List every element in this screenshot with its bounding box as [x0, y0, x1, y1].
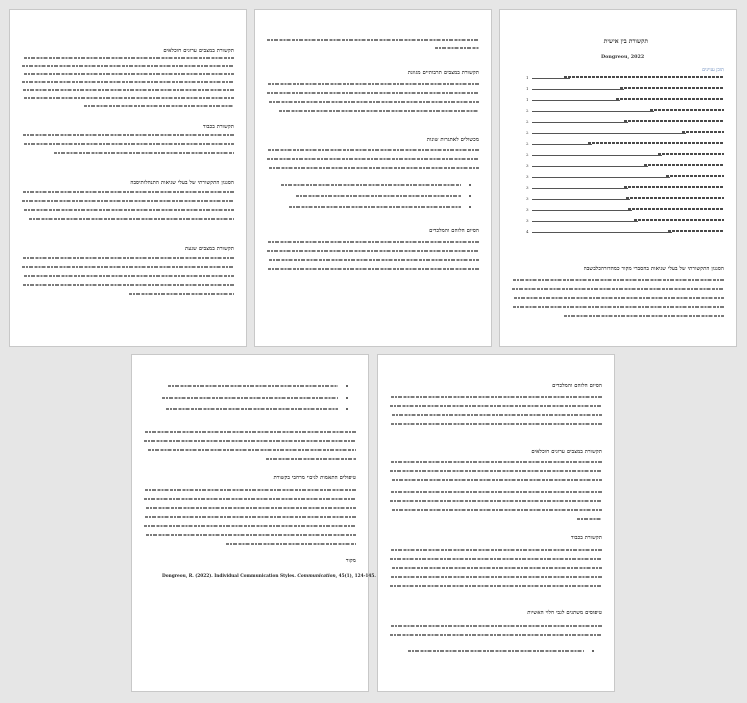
text-line — [267, 158, 479, 160]
text-line — [144, 498, 356, 500]
bullet-icon — [469, 184, 471, 186]
text-line — [513, 279, 724, 281]
toc-entry[interactable]: 4 — [526, 230, 724, 234]
text-line — [22, 200, 234, 202]
text-line — [24, 97, 234, 99]
section-heading: הסגנון התקשורתי של בעלי שגיאות בהסברי מקור כמהדורהכלבשבה — [583, 266, 724, 272]
text-line — [145, 516, 356, 518]
text-line — [22, 266, 234, 268]
text-line — [392, 567, 602, 569]
text-line — [23, 257, 234, 259]
section-heading: טיפולים התאמות לגיבוי מרחבי בקשורת — [273, 475, 356, 481]
text-line — [390, 558, 602, 560]
text-line — [269, 101, 479, 103]
toc-entry[interactable]: 2 — [526, 131, 724, 135]
text-line — [390, 634, 602, 636]
toc-entry[interactable]: 2 — [526, 109, 724, 113]
text-line — [392, 509, 602, 511]
toc-entry[interactable]: 2 — [526, 142, 724, 146]
text-line — [226, 543, 356, 545]
toc-entry[interactable]: 1 — [526, 76, 724, 80]
text-line — [129, 293, 234, 295]
toc-entry[interactable]: 3 — [526, 164, 724, 168]
section-heading: תקשורת בכבוד — [202, 124, 234, 130]
text-line — [267, 39, 479, 41]
text-line — [23, 191, 234, 193]
text-line — [22, 81, 234, 83]
text-line — [390, 500, 602, 502]
section-heading: טיפוסים משתנים לגבי חלוי האשיות — [527, 610, 602, 616]
bullet-icon — [469, 206, 471, 208]
text-line — [391, 461, 602, 463]
bullet-text — [281, 184, 461, 186]
bullet-text — [289, 206, 461, 208]
bullet-text — [408, 650, 584, 652]
text-line — [29, 218, 234, 220]
document-page-3 — [499, 9, 737, 347]
toc-entry[interactable]: 2 — [526, 153, 724, 157]
section-heading: תקשורת במצבים תרבותיים מגוונת — [407, 70, 479, 76]
text-line — [268, 83, 479, 85]
text-line — [513, 306, 724, 308]
section-heading: תקשורת במצבים ערוגים חוכלאים — [163, 48, 234, 54]
toc-entry[interactable]: 2 — [526, 120, 724, 124]
toc-heading: תוכן עניינים — [702, 68, 724, 73]
document-page-1 — [9, 9, 247, 347]
text-line — [392, 414, 602, 416]
text-line — [391, 396, 602, 398]
text-line — [267, 92, 479, 94]
section-heading: הסיום הלוהם והמלכדים — [552, 383, 602, 389]
text-line — [144, 525, 356, 527]
bullet-icon — [346, 397, 348, 399]
section-heading: הסגנון התקשורתי של בעלי שגיאות התנהלותיסבה — [130, 180, 234, 186]
text-line — [391, 491, 602, 493]
text-line — [391, 423, 602, 425]
text-line — [577, 518, 602, 520]
section-heading: תקשורת במצבים שגעת — [185, 246, 234, 252]
text-line — [564, 315, 724, 317]
bullet-text — [162, 397, 338, 399]
text-line — [23, 284, 234, 286]
document-page-5 — [377, 354, 615, 692]
bullet-icon — [346, 408, 348, 410]
toc-entry[interactable]: 3 — [526, 175, 724, 179]
document-page-4 — [131, 354, 376, 692]
references-heading: מקור — [345, 558, 356, 564]
toc-entry[interactable]: 3 — [526, 208, 724, 212]
toc-entry[interactable]: 1 — [526, 87, 724, 91]
text-line — [22, 65, 234, 67]
text-line — [24, 209, 234, 211]
text-line — [146, 507, 356, 509]
text-line — [391, 625, 602, 627]
text-line — [23, 134, 234, 136]
text-line — [54, 152, 234, 154]
text-line — [390, 470, 602, 472]
section-heading: הסיום הלוהם והמלכדים — [429, 228, 479, 234]
text-line — [392, 479, 602, 481]
author-line: Dongreou, 2022 — [601, 54, 645, 60]
text-line — [268, 149, 479, 151]
text-line — [514, 297, 724, 299]
toc-entry[interactable]: 3 — [526, 186, 724, 190]
bullet-icon — [346, 385, 348, 387]
text-line — [269, 167, 479, 169]
text-line — [267, 250, 479, 252]
bullet-text — [296, 195, 461, 197]
text-line — [512, 288, 724, 290]
text-line — [266, 458, 356, 460]
text-line — [390, 585, 602, 587]
document-title: תקשורת בין אישית — [603, 38, 648, 45]
text-line — [269, 259, 479, 261]
text-line — [390, 405, 602, 407]
text-line — [279, 110, 479, 112]
bullet-text — [166, 408, 338, 410]
bullet-text — [168, 385, 338, 387]
text-line — [268, 241, 479, 243]
text-line — [146, 534, 356, 536]
text-line — [23, 89, 234, 91]
text-line — [24, 143, 234, 145]
toc-entry[interactable]: 3 — [526, 197, 724, 201]
text-line — [148, 449, 356, 451]
toc-entry[interactable]: 1 — [526, 98, 724, 102]
reference-entry: Dongreou, R. (2022). Individual Communication Styles. Communication, 45(1), 124-145. — [162, 574, 376, 579]
text-line — [24, 275, 234, 277]
text-line — [391, 576, 602, 578]
document-page-2 — [254, 9, 492, 347]
toc-entry[interactable]: 3 — [526, 219, 724, 223]
bullet-icon — [469, 195, 471, 197]
text-line — [391, 549, 602, 551]
bullet-icon — [592, 650, 594, 652]
section-heading: מכשולים לאתגרות שונות — [426, 137, 479, 143]
text-line — [84, 105, 234, 107]
section-heading: תקשורת במצבים ערוגים חוכלאים — [531, 449, 602, 455]
text-line — [24, 73, 234, 75]
text-line — [435, 47, 479, 49]
section-heading: תקשורת בכבוד — [570, 535, 602, 541]
text-line — [145, 489, 356, 491]
text-line — [145, 431, 356, 433]
text-line — [24, 57, 234, 59]
text-line — [268, 268, 479, 270]
text-line — [144, 440, 356, 442]
